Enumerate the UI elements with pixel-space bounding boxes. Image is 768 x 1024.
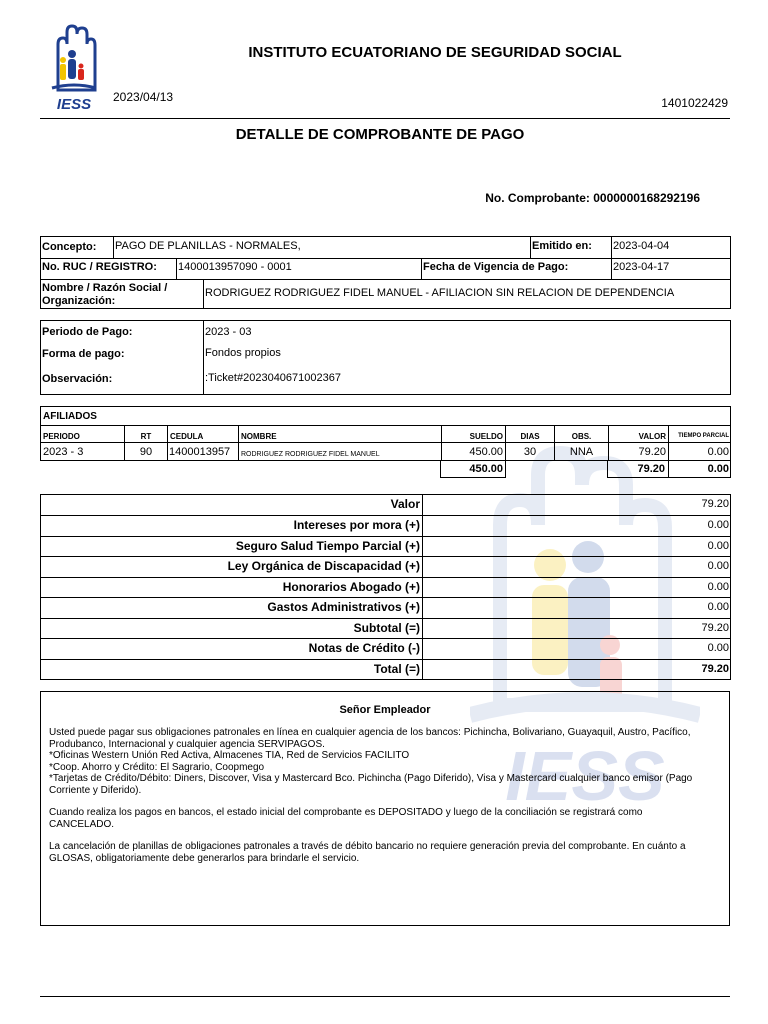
row-obs: NNA bbox=[569, 446, 594, 458]
nombre-label-line1: Nombre / Razón Social / bbox=[42, 282, 168, 294]
employer-notice bbox=[40, 691, 730, 926]
summary-label-total: Total (=) bbox=[373, 662, 420, 676]
summary-value-gastos: 0.00 bbox=[707, 601, 729, 613]
row-cedula: 1400013957 bbox=[169, 446, 231, 458]
vigencia-label: Fecha de Vigencia de Pago: bbox=[423, 261, 569, 273]
notice-p1-line2: Produbanco, Internacional y cualquier agencia SERVIPAGOS. bbox=[49, 738, 325, 750]
periodo-value: 2023 - 03 bbox=[205, 326, 252, 338]
summary-label-valor: Valor bbox=[390, 497, 420, 511]
row-dias: 30 bbox=[523, 446, 537, 458]
iess-logo bbox=[48, 22, 100, 114]
issue-date: 2023/04/13 bbox=[113, 90, 174, 104]
periodo-label: Periodo de Pago: bbox=[42, 326, 133, 338]
institution-title: INSTITUTO ECUATORIANO DE SEGURIDAD SOCIAL bbox=[248, 44, 622, 61]
emitido-value: 2023-04-04 bbox=[613, 240, 670, 252]
total-sueldo: 450.00 bbox=[469, 463, 503, 475]
total-valor: 79.20 bbox=[637, 463, 665, 475]
logo-text: IESS bbox=[56, 96, 92, 113]
summary-label-discapacidad: Ley Orgánica de Discapacidad (+) bbox=[227, 559, 420, 573]
col-nombre: NOMBRE bbox=[241, 432, 277, 441]
nombre-label bbox=[42, 282, 167, 308]
observacion-label: Observación: bbox=[42, 373, 113, 385]
summary-label-subtotal: Subtotal (=) bbox=[353, 621, 420, 635]
emitido-label: Emitido en: bbox=[532, 240, 592, 252]
total-valor-cell bbox=[607, 460, 731, 478]
col-cedula: CEDULA bbox=[170, 432, 204, 441]
notice-title: Señor Empleador bbox=[339, 704, 431, 716]
notice-p2-line2: CANCELADO. bbox=[49, 818, 115, 830]
notice-p1-line4: *Coop. Ahorro y Crédito: El Sagrario, Coopmego bbox=[49, 761, 265, 773]
summary-label-honorarios: Honorarios Abogado (+) bbox=[282, 580, 420, 594]
row-sueldo: 450.00 bbox=[469, 446, 503, 458]
afiliados-table bbox=[40, 406, 731, 461]
forma-pago-label: Forma de pago: bbox=[42, 348, 125, 360]
payment-info-table bbox=[40, 320, 731, 395]
ruc-value: 1400013957090 - 0001 bbox=[178, 261, 292, 273]
col-tiempo-parcial: TIEMPO PARCIAL bbox=[678, 433, 729, 439]
summary-value-intereses: 0.00 bbox=[707, 519, 729, 531]
notice-p1-line6: Corriente y Diferido). bbox=[49, 784, 142, 796]
nombre-value: RODRIGUEZ RODRIGUEZ FIDEL MANUEL - AFILIACION SIN RELACION DE DEPENDENCIA bbox=[205, 287, 675, 299]
footer-divider bbox=[40, 996, 730, 997]
total-tiempo-parcial: 0.00 bbox=[707, 463, 729, 475]
afiliados-title: AFILIADOS bbox=[43, 411, 97, 422]
summary-label-notas-credito: Notas de Crédito (-) bbox=[308, 641, 420, 655]
concepto-label: Concepto: bbox=[42, 241, 97, 253]
notice-p2-line1: Cuando realiza los pagos en bancos, el estado inicial del comprobante es DEPOSITADO y luego de la conciliación se registrará como bbox=[49, 807, 643, 818]
summary-label-gastos: Gastos Administrativos (+) bbox=[267, 600, 420, 614]
summary-value-notas-credito: 0.00 bbox=[707, 642, 729, 654]
col-obs: OBS. bbox=[571, 432, 592, 441]
summary-value-valor: 79.20 bbox=[701, 498, 729, 510]
observacion-value: :Ticket#2023040671002367 bbox=[205, 372, 341, 384]
notice-p3-line2: GLOSAS, obligatoriamente debe generarlos para brindarle el servicio. bbox=[49, 852, 360, 864]
col-rt: RT bbox=[140, 432, 152, 441]
notice-p3-line1: La cancelación de planillas de obligaciones patronales a través de débito bancario no requiere generación previa del comprobante. En cuánto a bbox=[49, 841, 686, 852]
row-tiempo-parcial: 0.00 bbox=[707, 446, 729, 458]
forma-pago-value: Fondos propios bbox=[205, 347, 281, 359]
ruc-label: No. RUC / REGISTRO: bbox=[42, 261, 157, 273]
notice-p1-line1: Usted puede pagar sus obligaciones patronales en línea en cualquier agencia de los bancos: Pichincha, Bolivariano, Guayaquil, Austro, Pacífico, bbox=[49, 727, 691, 738]
notice-body bbox=[49, 727, 725, 864]
svg-text:IESS: IESS bbox=[505, 737, 665, 815]
header-divider bbox=[40, 118, 730, 119]
row-rt: 90 bbox=[139, 446, 153, 458]
row-valor: 79.20 bbox=[638, 446, 666, 458]
col-valor: VALOR bbox=[638, 432, 666, 441]
summary-value-honorarios: 0.00 bbox=[707, 581, 729, 593]
notice-p1-line5: *Tarjetas de Crédito/Débito: Diners, Discover, Visa y Mastercard Bco. Pichincha (Pago Diferido), Visa y Mastercard cualquier banco emisor (Pago bbox=[49, 773, 693, 784]
summary-value-subtotal: 79.20 bbox=[701, 622, 729, 634]
comprobante-label: No. Comprobante: bbox=[485, 191, 590, 205]
summary-value-discapacidad: 0.00 bbox=[707, 560, 729, 572]
comprobante-number bbox=[485, 191, 700, 205]
summary-label-seguro-salud: Seguro Salud Tiempo Parcial (+) bbox=[235, 539, 420, 553]
col-dias: DIAS bbox=[520, 432, 540, 441]
total-sueldo-cell bbox=[440, 460, 506, 478]
document-code: 1401022429 bbox=[661, 96, 728, 110]
concepto-value: PAGO DE PLANILLAS - NORMALES, bbox=[115, 240, 301, 252]
document-title: DETALLE DE COMPROBANTE DE PAGO bbox=[235, 126, 525, 143]
notice-p1-line3: *Oficinas Western Unión Red Activa, Almacenes TIA, Red de Servicios FACILITO bbox=[49, 750, 410, 761]
comprobante-value: 0000000168292196 bbox=[593, 191, 700, 205]
nombre-label-line2: Organización: bbox=[42, 295, 116, 307]
summary-label-intereses: Intereses por mora (+) bbox=[293, 518, 420, 532]
info-table bbox=[40, 236, 731, 309]
row-periodo: 2023 - 3 bbox=[43, 446, 84, 458]
col-periodo: PERIODO bbox=[43, 432, 80, 441]
summary-value-seguro-salud: 0.00 bbox=[707, 540, 729, 552]
summary-value-total: 79.20 bbox=[701, 663, 729, 675]
row-nombre: RODRIGUEZ RODRIGUEZ FIDEL MANUEL bbox=[241, 451, 380, 458]
vigencia-value: 2023-04-17 bbox=[613, 261, 670, 273]
col-sueldo: SUELDO bbox=[469, 432, 503, 441]
